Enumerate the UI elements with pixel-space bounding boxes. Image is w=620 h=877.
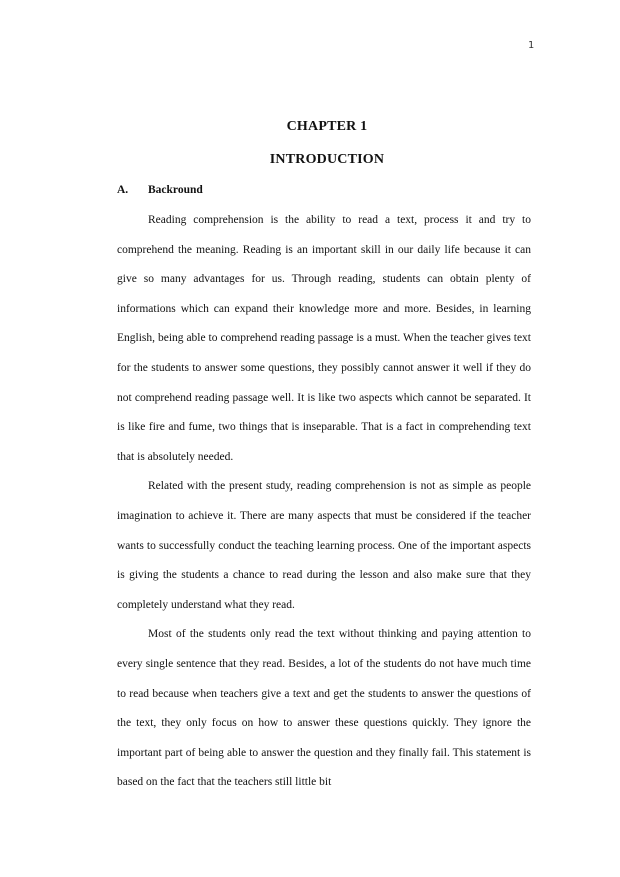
paragraph-3: Most of the students only read the text without thinking and paying attention to every single sentence that they read. Besides, a lot of the students do not have much time to read because when teachers give a text and get the students to answer the questions of the text, they only focus on how to answer these questions quickly. They ignore the important part of being able to answer the question and they finally fail. This statement is based on the fact that the teachers still little bit	[117, 628, 531, 789]
section-title: Backround	[148, 184, 203, 196]
paragraph-1: Reading comprehension is the ability to read a text, process it and try to comprehend the meaning. Reading is an important skill in our daily life because it can give so many advantages for us. Through reading, students can obtain plenty of informations which can expand their knowledge more and more. Besides, in learning English, being able to comprehend reading passage is a must. When the teacher gives text for the students to answer some questions, they possibly cannot answer it well if they do not comprehend reading passage well. It is like two aspects which cannot be separated. It is like fire and fume, two things that is inseparable. That is a fact in comprehending text that is absolutely needed.	[117, 214, 531, 463]
section-heading	[117, 184, 203, 196]
chapter-subtitle: INTRODUCTION	[269, 152, 385, 167]
paragraph-2: Related with the present study, reading comprehension is not as simple as people imagination to achieve it. There are many aspects that must be considered if the teacher wants to successfully conduct the teaching learning process. One of the important aspects is giving the students a chance to read during the lesson and also make sure that they completely understand what they read.	[117, 480, 531, 611]
body-text	[117, 206, 531, 798]
section-label: A.	[117, 184, 129, 196]
chapter-title: CHAPTER 1	[286, 119, 368, 134]
page-number: 1	[527, 40, 534, 51]
